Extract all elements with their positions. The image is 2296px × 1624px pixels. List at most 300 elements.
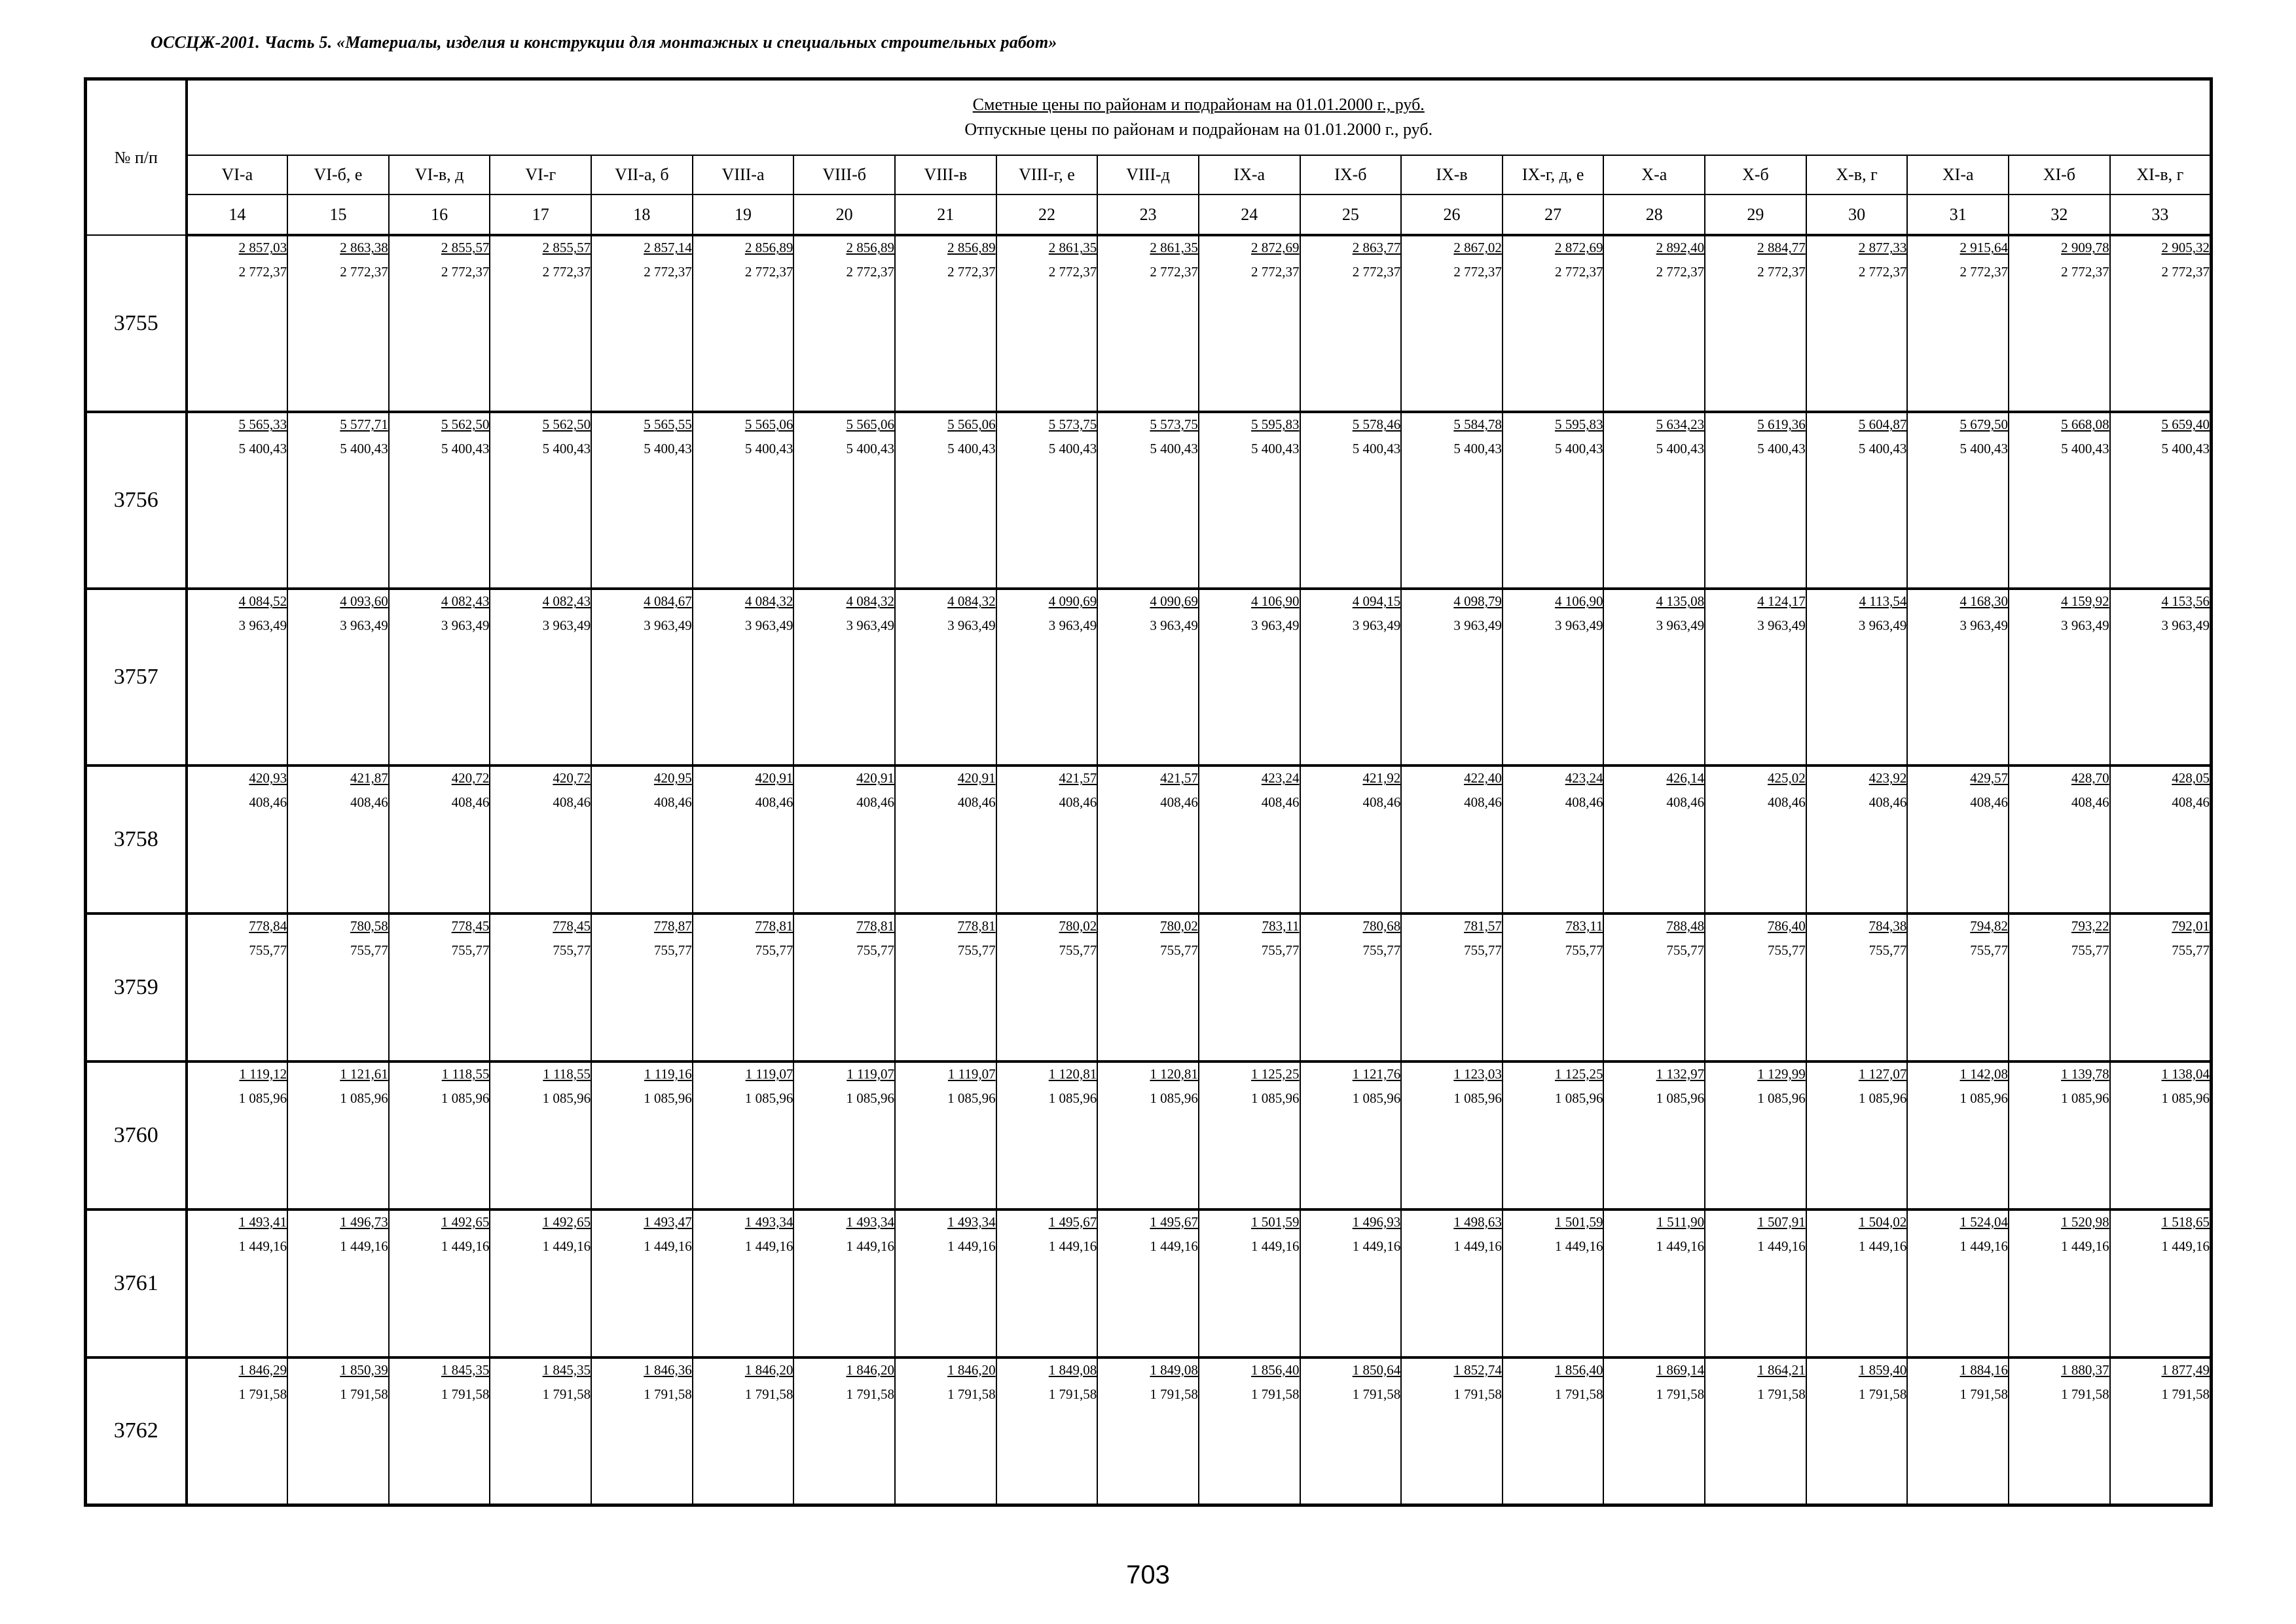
price-cell <box>591 235 693 412</box>
release-price: 1 449,16 <box>1554 1238 1603 1254</box>
estimated-price: 1 119,12 <box>239 1065 287 1082</box>
estimated-price: 1 495,67 <box>1048 1213 1097 1230</box>
estimated-price: 4 153,56 <box>2161 593 2210 610</box>
estimated-price: 1 845,35 <box>542 1361 591 1378</box>
estimated-price: 1 125,25 <box>1554 1065 1603 1082</box>
release-price: 408,46 <box>350 794 388 811</box>
release-price: 3 963,49 <box>1150 618 1198 634</box>
price-cell <box>1097 235 1199 412</box>
price-cell <box>2009 1209 2110 1357</box>
release-price: 1 791,58 <box>1048 1386 1097 1402</box>
release-price: 1 449,16 <box>846 1238 894 1254</box>
release-price: 2 772,37 <box>1554 264 1603 280</box>
price-caption <box>187 79 2212 155</box>
release-price: 5 400,43 <box>1352 441 1401 457</box>
release-price: 1 449,16 <box>542 1238 591 1254</box>
release-price: 755,77 <box>1970 942 2009 959</box>
estimated-price: 778,84 <box>249 918 287 934</box>
price-cell <box>793 1061 895 1209</box>
running-header: ОССЦЖ-2001. Часть 5. «Материалы, изделия и конструкции для монтажных и специальных строительных работ» <box>151 33 1057 52</box>
estimated-price: 1 859,40 <box>1858 1361 1907 1378</box>
estimated-price: 1 880,37 <box>2061 1361 2109 1378</box>
price-cell <box>1097 766 1199 913</box>
release-price: 2 772,37 <box>340 264 388 280</box>
estimated-price: 778,45 <box>451 918 490 934</box>
release-price: 755,77 <box>1565 942 1603 959</box>
release-price: 2 772,37 <box>1251 264 1300 280</box>
release-price: 3 963,49 <box>441 618 490 634</box>
estimated-price: 1 121,61 <box>340 1065 388 1082</box>
release-price: 1 085,96 <box>1656 1090 1705 1106</box>
column-number: 33 <box>2110 194 2212 235</box>
price-cell <box>1300 1357 1402 1505</box>
price-cell <box>693 589 794 766</box>
price-cell <box>793 589 895 766</box>
region-header-row <box>86 155 2212 195</box>
release-price: 3 963,49 <box>542 618 591 634</box>
price-cell <box>287 589 389 766</box>
release-price: 3 963,49 <box>2161 618 2210 634</box>
release-price: 3 963,49 <box>846 618 894 634</box>
price-cell <box>187 412 288 589</box>
num-column-header: № п/п <box>86 79 187 236</box>
region-header: VI-в, д <box>389 155 490 195</box>
price-cell <box>1097 589 1199 766</box>
price-cell <box>1503 1357 1604 1505</box>
price-cell <box>2009 766 2110 913</box>
item-number: 3758 <box>86 766 187 913</box>
estimated-price: 1 121,76 <box>1352 1065 1401 1082</box>
estimated-price: 420,91 <box>856 770 894 786</box>
estimated-price: 1 127,07 <box>1858 1065 1907 1082</box>
price-cell <box>1401 589 1503 766</box>
release-price: 1 791,58 <box>1453 1386 1502 1402</box>
release-price: 5 400,43 <box>744 441 793 457</box>
release-price: 1 449,16 <box>1453 1238 1502 1254</box>
price-cell <box>693 1061 794 1209</box>
estimated-price: 1 118,55 <box>441 1065 490 1082</box>
price-cell <box>1503 1209 1604 1357</box>
price-cell <box>1705 913 1806 1061</box>
estimated-price: 1 139,78 <box>2061 1065 2109 1082</box>
price-cell <box>1806 1209 1908 1357</box>
price-cell <box>187 1061 288 1209</box>
price-cell <box>1907 589 2009 766</box>
price-cell <box>187 589 288 766</box>
estimated-price: 786,40 <box>1768 918 1806 934</box>
estimated-price: 1 846,20 <box>947 1361 996 1378</box>
price-cell <box>693 1357 794 1505</box>
price-cell <box>2110 235 2212 412</box>
price-cell <box>1401 1357 1503 1505</box>
price-cell <box>895 235 996 412</box>
release-price: 755,77 <box>1362 942 1401 959</box>
table-row <box>86 913 2212 1061</box>
release-price: 755,77 <box>755 942 793 959</box>
region-header: X-в, г <box>1806 155 1908 195</box>
price-cell <box>389 589 490 766</box>
release-price: 1 085,96 <box>542 1090 591 1106</box>
region-header: VIII-д <box>1097 155 1199 195</box>
price-cell <box>389 913 490 1061</box>
estimated-price: 2 905,32 <box>2161 240 2210 256</box>
estimated-price: 1 850,39 <box>340 1361 388 1378</box>
price-cell <box>1199 1061 1300 1209</box>
estimated-price: 5 619,36 <box>1757 416 1806 433</box>
price-cell <box>2110 1061 2212 1209</box>
release-price: 5 400,43 <box>1858 441 1907 457</box>
price-cell <box>1806 766 1908 913</box>
estimated-price: 1 850,64 <box>1352 1361 1401 1378</box>
release-price: 1 791,58 <box>2161 1386 2210 1402</box>
release-price: 1 085,96 <box>1757 1090 1806 1106</box>
release-price: 408,46 <box>451 794 490 811</box>
price-cell <box>895 589 996 766</box>
column-number: 31 <box>1907 194 2009 235</box>
estimated-price: 2 855,57 <box>441 240 490 256</box>
estimated-price: 1 493,47 <box>644 1213 692 1230</box>
release-price: 2 772,37 <box>846 264 894 280</box>
price-cell <box>1097 412 1199 589</box>
column-number: 21 <box>895 194 996 235</box>
estimated-price: 1 877,49 <box>2161 1361 2210 1378</box>
estimated-price: 423,24 <box>1565 770 1603 786</box>
estimated-price: 1 856,40 <box>1554 1361 1603 1378</box>
price-cell <box>1401 1209 1503 1357</box>
release-price: 5 400,43 <box>1453 441 1502 457</box>
release-price: 3 963,49 <box>947 618 996 634</box>
release-price: 755,77 <box>249 942 287 959</box>
estimated-price: 4 082,43 <box>441 593 490 610</box>
estimated-price: 4 098,79 <box>1453 593 1502 610</box>
release-price: 2 772,37 <box>744 264 793 280</box>
estimated-price: 5 565,33 <box>238 416 287 433</box>
release-price: 1 085,96 <box>441 1090 490 1106</box>
release-price: 1 791,58 <box>1554 1386 1603 1402</box>
price-cell <box>490 1209 591 1357</box>
estimated-price: 4 106,90 <box>1554 593 1603 610</box>
price-cell <box>793 1357 895 1505</box>
price-cell <box>1199 1209 1300 1357</box>
release-price: 408,46 <box>856 794 894 811</box>
price-cell <box>1907 1209 2009 1357</box>
estimated-price: 420,91 <box>755 770 793 786</box>
price-cell <box>693 1209 794 1357</box>
estimated-price: 1 511,90 <box>1656 1213 1705 1230</box>
estimated-price: 420,72 <box>553 770 591 786</box>
region-header: VII-а, б <box>591 155 693 195</box>
estimated-price: 783,11 <box>1565 918 1603 934</box>
estimated-price: 1 856,40 <box>1251 1361 1300 1378</box>
price-cell <box>2110 1209 2212 1357</box>
release-price: 5 400,43 <box>2161 441 2210 457</box>
estimated-price: 778,81 <box>856 918 894 934</box>
estimated-price: 1 501,59 <box>1251 1213 1300 1230</box>
price-cell <box>1097 1357 1199 1505</box>
estimated-price: 1 849,08 <box>1150 1361 1198 1378</box>
estimated-price: 1 492,65 <box>542 1213 591 1230</box>
region-header: VIII-г, е <box>996 155 1098 195</box>
estimated-price: 1 846,20 <box>846 1361 894 1378</box>
release-price: 3 963,49 <box>1352 618 1401 634</box>
estimated-price: 1 138,04 <box>2161 1065 2210 1082</box>
release-price: 1 791,58 <box>744 1386 793 1402</box>
table-row <box>86 412 2212 589</box>
price-cell <box>1503 766 1604 913</box>
price-cell <box>1603 766 1705 913</box>
region-header: VIII-а <box>693 155 794 195</box>
release-price: 3 963,49 <box>1656 618 1705 634</box>
column-number: 15 <box>287 194 389 235</box>
estimated-price: 778,81 <box>755 918 793 934</box>
estimated-price: 1 132,97 <box>1656 1065 1705 1082</box>
estimated-price: 1 846,29 <box>238 1361 287 1378</box>
release-price: 1 449,16 <box>2161 1238 2210 1254</box>
release-price: 755,77 <box>1464 942 1502 959</box>
estimated-price: 794,82 <box>1970 918 2009 934</box>
release-price: 1 449,16 <box>947 1238 996 1254</box>
price-cell <box>2009 412 2110 589</box>
release-price: 1 085,96 <box>1048 1090 1097 1106</box>
estimated-price: 781,57 <box>1464 918 1502 934</box>
column-number: 26 <box>1401 194 1503 235</box>
estimated-price: 1 845,35 <box>441 1361 490 1378</box>
estimated-price: 423,24 <box>1261 770 1300 786</box>
estimated-price: 1 504,02 <box>1858 1213 1907 1230</box>
column-number: 20 <box>793 194 895 235</box>
estimated-price: 1 119,07 <box>847 1065 894 1082</box>
price-cell <box>895 1061 996 1209</box>
estimated-price: 2 909,78 <box>2061 240 2109 256</box>
price-cell <box>1300 1061 1402 1209</box>
release-price: 1 449,16 <box>644 1238 692 1254</box>
price-cell <box>693 235 794 412</box>
release-price: 2 772,37 <box>542 264 591 280</box>
estimated-price: 1 125,25 <box>1251 1065 1300 1082</box>
price-cell <box>1300 1209 1402 1357</box>
estimated-price: 780,02 <box>1059 918 1097 934</box>
release-price: 408,46 <box>2071 794 2109 811</box>
estimated-price: 1 496,93 <box>1352 1213 1401 1230</box>
estimated-price: 4 168,30 <box>1959 593 2009 610</box>
estimated-price: 5 595,83 <box>1251 416 1300 433</box>
estimated-price: 1 493,34 <box>744 1213 793 1230</box>
estimated-price: 421,87 <box>350 770 388 786</box>
release-price: 1 449,16 <box>744 1238 793 1254</box>
price-cell <box>1907 766 2009 913</box>
release-price: 5 400,43 <box>947 441 996 457</box>
price-cell <box>1806 412 1908 589</box>
release-price: 1 791,58 <box>1251 1386 1300 1402</box>
release-price: 2 772,37 <box>2061 264 2109 280</box>
release-price: 5 400,43 <box>1959 441 2009 457</box>
estimated-price: 1 119,07 <box>947 1065 996 1082</box>
estimated-price: 1 846,36 <box>644 1361 692 1378</box>
release-price: 1 085,96 <box>340 1090 388 1106</box>
release-price: 1 085,96 <box>2161 1090 2210 1106</box>
price-cell <box>1705 1357 1806 1505</box>
release-price: 1 085,96 <box>1352 1090 1401 1106</box>
price-cell <box>389 1061 490 1209</box>
release-price: 1 791,58 <box>2061 1386 2109 1402</box>
release-price: 408,46 <box>653 794 692 811</box>
estimated-price: 2 856,89 <box>947 240 996 256</box>
release-price: 5 400,43 <box>441 441 490 457</box>
estimated-price: 4 124,17 <box>1757 593 1806 610</box>
price-cell <box>1401 412 1503 589</box>
release-price: 1 085,96 <box>1858 1090 1907 1106</box>
estimated-price: 1 869,14 <box>1656 1361 1705 1378</box>
estimated-price: 1 518,65 <box>2161 1213 2210 1230</box>
price-cell <box>1603 412 1705 589</box>
estimated-price: 2 892,40 <box>1656 240 1705 256</box>
column-number: 32 <box>2009 194 2110 235</box>
item-number: 3759 <box>86 913 187 1061</box>
column-number: 25 <box>1300 194 1402 235</box>
price-cell <box>1705 766 1806 913</box>
price-cell <box>1199 1357 1300 1505</box>
release-price: 5 400,43 <box>1656 441 1705 457</box>
column-number: 24 <box>1199 194 1300 235</box>
price-cell <box>996 766 1098 913</box>
price-cell <box>187 235 288 412</box>
estimated-price: 4 084,32 <box>846 593 894 610</box>
price-cell <box>287 766 389 913</box>
release-price: 1 791,58 <box>340 1386 388 1402</box>
estimated-price: 4 090,69 <box>1150 593 1198 610</box>
price-cell <box>1300 412 1402 589</box>
price-cell <box>2009 235 2110 412</box>
estimated-price: 4 084,52 <box>238 593 287 610</box>
page-number: 703 <box>1126 1560 1170 1589</box>
price-cell <box>2110 1357 2212 1505</box>
price-cell <box>1300 913 1402 1061</box>
release-price: 2 772,37 <box>1453 264 1502 280</box>
estimated-price: 1 520,98 <box>2061 1213 2109 1230</box>
estimated-price: 1 142,08 <box>1959 1065 2009 1082</box>
column-number: 30 <box>1806 194 1908 235</box>
estimated-price: 1 493,34 <box>947 1213 996 1230</box>
release-price: 1 791,58 <box>1757 1386 1806 1402</box>
release-price: 408,46 <box>1666 794 1705 811</box>
release-price: 1 449,16 <box>1352 1238 1401 1254</box>
estimated-price: 783,11 <box>1262 918 1300 934</box>
release-price: 1 085,96 <box>238 1090 287 1106</box>
estimated-price: 2 863,38 <box>340 240 388 256</box>
estimated-price: 1 119,16 <box>644 1065 692 1082</box>
estimated-price: 1 123,03 <box>1453 1065 1502 1082</box>
estimated-price: 1 120,81 <box>1048 1065 1097 1082</box>
estimated-price: 5 573,75 <box>1150 416 1198 433</box>
estimated-price: 784,38 <box>1868 918 1907 934</box>
price-cell <box>996 235 1098 412</box>
release-price: 408,46 <box>1160 794 1198 811</box>
price-cell <box>1806 589 1908 766</box>
estimated-price: 5 578,46 <box>1352 416 1401 433</box>
release-price: 2 772,37 <box>644 264 692 280</box>
price-cell <box>187 1357 288 1505</box>
estimated-price: 2 915,64 <box>1959 240 2009 256</box>
price-cell <box>389 1357 490 1505</box>
release-price: 408,46 <box>1464 794 1502 811</box>
price-cell <box>895 913 996 1061</box>
estimated-price: 2 863,77 <box>1352 240 1401 256</box>
estimated-price: 2 861,35 <box>1048 240 1097 256</box>
release-price: 755,77 <box>1160 942 1198 959</box>
release-price: 755,77 <box>2071 942 2109 959</box>
price-cell <box>693 412 794 589</box>
estimated-price: 2 857,14 <box>644 240 692 256</box>
price-cell <box>996 1357 1098 1505</box>
table-row <box>86 1061 2212 1209</box>
release-price: 3 963,49 <box>1554 618 1603 634</box>
estimated-price: 5 562,50 <box>542 416 591 433</box>
release-price: 1 085,96 <box>1453 1090 1502 1106</box>
release-price: 1 449,16 <box>1656 1238 1705 1254</box>
item-number: 3755 <box>86 235 187 412</box>
price-cell <box>1401 235 1503 412</box>
item-number: 3756 <box>86 412 187 589</box>
price-cell <box>1806 913 1908 1061</box>
price-cell <box>1907 913 2009 1061</box>
price-cell <box>490 766 591 913</box>
price-cell <box>1705 412 1806 589</box>
price-cell <box>996 412 1098 589</box>
release-price: 3 963,49 <box>1048 618 1097 634</box>
price-cell <box>1705 589 1806 766</box>
estimated-price: 793,22 <box>2071 918 2109 934</box>
caption-release: Отпускные цены по районам и подрайонам на 01.01.2000 г., руб. <box>964 120 1433 139</box>
release-price: 408,46 <box>1868 794 1907 811</box>
release-price: 1 791,58 <box>1858 1386 1907 1402</box>
column-number: 14 <box>187 194 288 235</box>
price-cell <box>187 766 288 913</box>
release-price: 1 791,58 <box>1656 1386 1705 1402</box>
estimated-price: 421,57 <box>1160 770 1198 786</box>
release-price: 5 400,43 <box>1048 441 1097 457</box>
price-cell <box>793 913 895 1061</box>
release-price: 3 963,49 <box>238 618 287 634</box>
release-price: 3 963,49 <box>1959 618 2009 634</box>
estimated-price: 5 668,08 <box>2061 416 2109 433</box>
price-cell <box>1907 1061 2009 1209</box>
price-cell <box>1907 235 2009 412</box>
price-cell <box>1199 589 1300 766</box>
price-cell <box>1705 235 1806 412</box>
estimated-price: 1 501,59 <box>1554 1213 1603 1230</box>
estimated-price: 420,72 <box>451 770 490 786</box>
release-price: 1 791,58 <box>441 1386 490 1402</box>
item-number: 3762 <box>86 1357 187 1505</box>
release-price: 5 400,43 <box>644 441 692 457</box>
item-number: 3760 <box>86 1061 187 1209</box>
estimated-price: 1 495,67 <box>1150 1213 1198 1230</box>
price-cell <box>2110 412 2212 589</box>
price-cell <box>793 766 895 913</box>
price-cell <box>389 1209 490 1357</box>
release-price: 5 400,43 <box>1150 441 1198 457</box>
estimated-price: 5 565,06 <box>846 416 894 433</box>
release-price: 1 791,58 <box>644 1386 692 1402</box>
column-number: 29 <box>1705 194 1806 235</box>
price-cell <box>490 913 591 1061</box>
price-cell <box>1503 235 1604 412</box>
estimated-price: 2 867,02 <box>1453 240 1502 256</box>
estimated-price: 780,68 <box>1362 918 1401 934</box>
estimated-price: 426,14 <box>1666 770 1705 786</box>
release-price: 3 963,49 <box>340 618 388 634</box>
release-price: 1 449,16 <box>1959 1238 2009 1254</box>
